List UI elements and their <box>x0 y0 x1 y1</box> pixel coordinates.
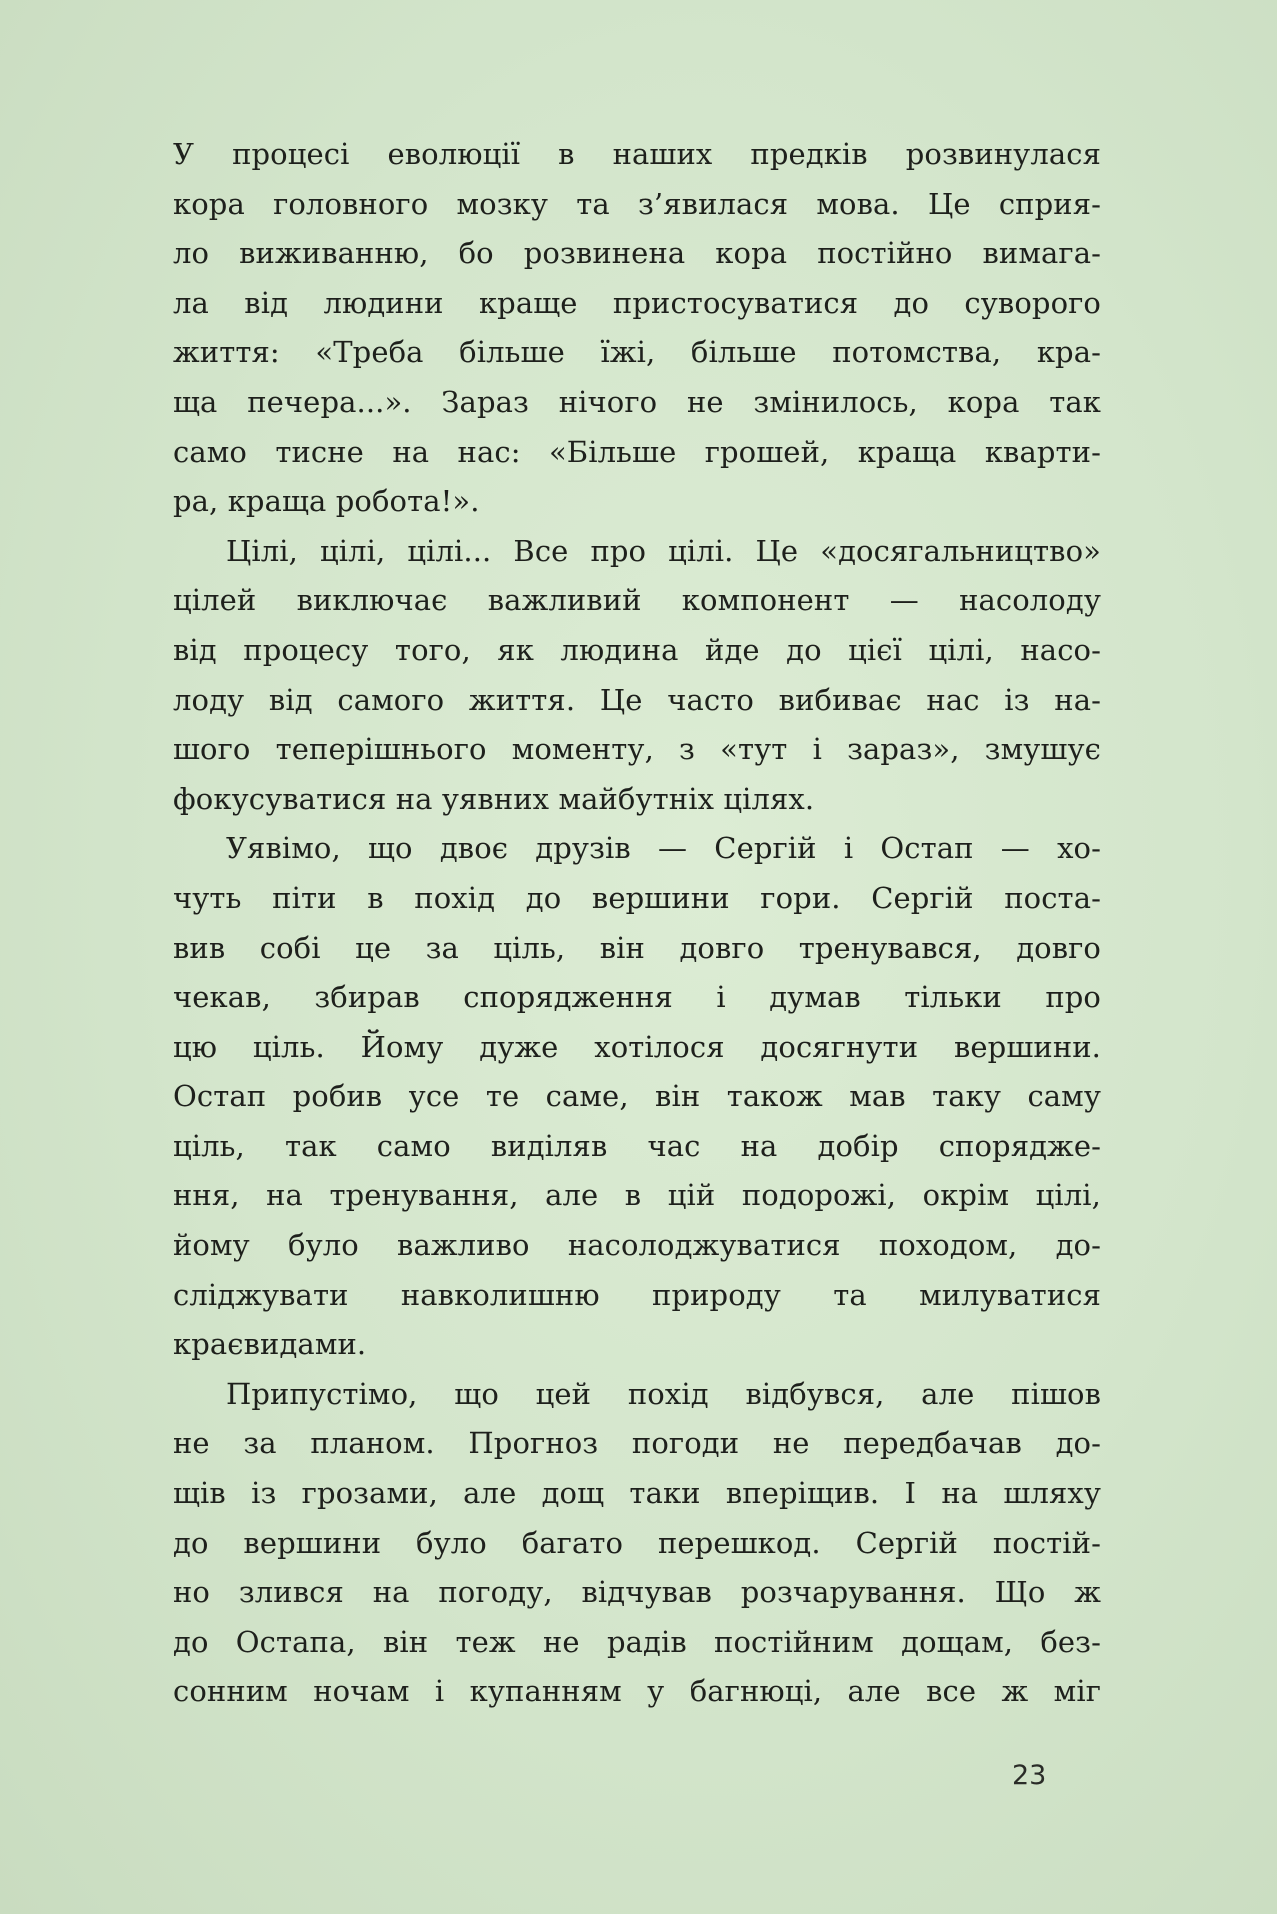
text-line: ння, на тренування, але в цій подорожі, окрім цілі, <box>173 1178 1101 1213</box>
text-line: краєвидами. <box>173 1327 367 1362</box>
text-line: лоду від самого життя. Це часто вибиває нас із на- <box>173 682 1101 717</box>
text-line: но злився на погоду, відчував розчарування. Що ж <box>173 1575 1101 1610</box>
text-line: ра, краща робота!». <box>173 484 480 519</box>
text-line: ла від людини краще пристосуватися до суворого <box>173 285 1101 320</box>
text-line: від процесу того, як людина йде до цієї цілі, насо- <box>173 632 1101 667</box>
text-line: щів із грозами, але дощ таки вперіщив. І на шляху <box>173 1476 1101 1511</box>
text-line: вив собі це за ціль, він довго тренувався, довго <box>173 930 1101 965</box>
text-line: шого теперішнього моменту, з «тут і зараз», змушує <box>173 732 1101 767</box>
text-line: цю ціль. Йому дуже хотілося досягнути вершини. <box>173 1029 1101 1064</box>
text-line: Уявімо, що двоє друзів — Сергій і Остап — хо- <box>226 831 1101 866</box>
text-line: цілей виключає важливий компонент — насолоду <box>173 583 1101 618</box>
text-line: Остап робив усе те саме, він також мав таку саму <box>173 1079 1101 1114</box>
text-line: сліджувати навколишню природу та милуватися <box>173 1277 1101 1312</box>
text-line: сонним ночам і купанням у багнюці, але все ж міг <box>173 1674 1101 1709</box>
text-line: не за планом. Прогноз погоди не передбачав до- <box>173 1426 1101 1461</box>
text-line: ща печера...». Зараз нічого не змінилось, кора так <box>173 384 1101 419</box>
text-line: Цілі, цілі, цілі... Все про цілі. Це «досягальництво» <box>226 533 1101 568</box>
book-page-text <box>173 130 1101 1717</box>
text-line: до вершини було багато перешкод. Сергій постій- <box>173 1525 1101 1560</box>
text-line: до Остапа, він теж не радів постійним дощам, без- <box>173 1624 1101 1659</box>
text-line: чуть піти в похід до вершини гори. Сергій поста- <box>173 880 1101 915</box>
text-line: само тисне на нас: «Більше грошей, краща кварти- <box>173 434 1101 469</box>
paragraph-4 <box>173 1370 1101 1717</box>
text-line: фокусуватися на уявних майбутніх цілях. <box>173 781 815 816</box>
text-line: чекав, збирав спорядження і думав тільки про <box>173 980 1101 1015</box>
page-number: 23 <box>1012 1760 1047 1791</box>
paragraph-3 <box>173 824 1101 1370</box>
text-line: йому було важливо насолоджуватися походом, до- <box>173 1228 1101 1263</box>
text-line: життя: «Треба більше їжі, більше потомства, кра- <box>173 335 1101 370</box>
text-line: ло виживанню, бо розвинена кора постійно вимага- <box>173 236 1101 271</box>
text-line: Припустімо, що цей похід відбувся, але пішов <box>226 1376 1101 1411</box>
text-line: кора головного мозку та з’явилася мова. Це сприя- <box>173 186 1101 221</box>
text-line: ціль, так само виділяв час на добір спорядже- <box>173 1128 1101 1163</box>
paragraph-2 <box>173 527 1101 825</box>
paragraph-1 <box>173 130 1101 527</box>
text-line: У процесі еволюції в наших предків розвинулася <box>173 137 1101 171</box>
